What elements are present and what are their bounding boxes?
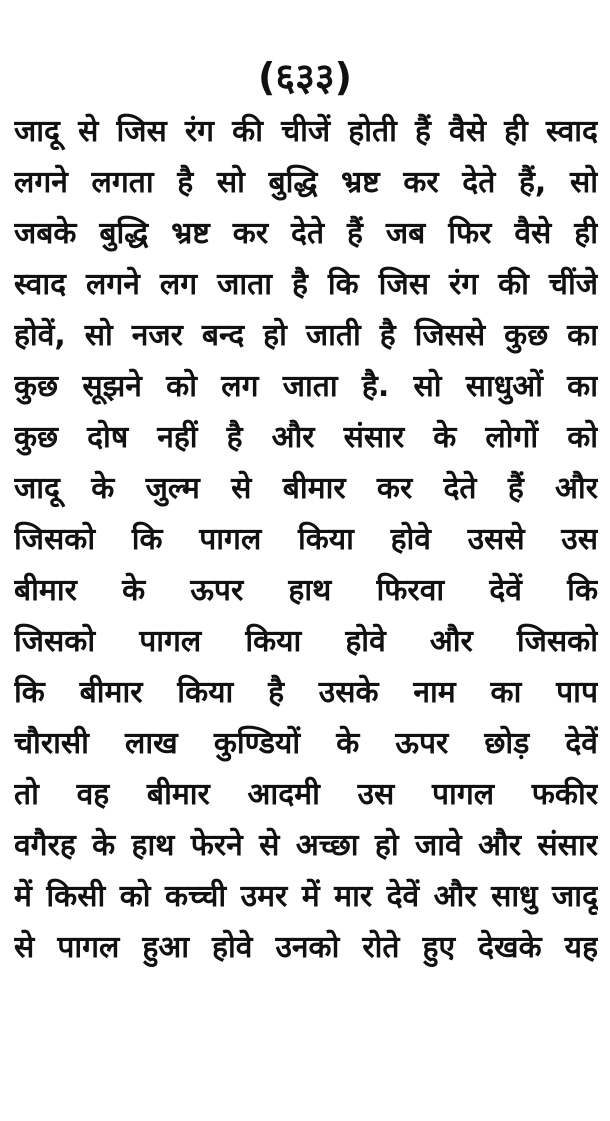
text-line: जादू के जुल्म से बीमार कर देते हैं और: [14, 471, 598, 506]
text-line: बीमार के ऊपर हाथ फिरवा देवें कि: [14, 573, 598, 608]
text-line: कि बीमार किया है उसके नाम का पाप: [14, 675, 598, 710]
text-line: वगैरह के हाथ फेरने से अच्छा हो जावे और संसार: [14, 828, 598, 863]
text-line: जिसको पागल किया होवे और जिसको: [14, 624, 598, 659]
text-line: में किसी को कच्ची उमर में मार देवें और साधु जादू: [14, 879, 598, 914]
text-line: कुछ दोष नहीं है और संसार के लोगों को: [14, 420, 598, 455]
text-line: जिसको कि पागल किया होवे उससे उस: [14, 522, 598, 557]
text-line: तो वह बीमार आदमी उस पागल फकीर: [14, 777, 598, 812]
text-line: से पागल हुआ होवे उनको रोते हुए देखके यह: [14, 930, 598, 965]
text-line: जादू से जिस रंग की चीजें होती हैं वैसे ही स्वाद: [14, 114, 598, 149]
text-line: स्वाद लगने लग जाता है कि जिस रंग की चींजे: [14, 267, 598, 302]
text-line: चौरासी लाख कुण्डियों के ऊपर छोड़ देवें: [14, 726, 598, 761]
text-line: जबके बुद्धि भ्रष्ट कर देते हैं जब फिर वैसे ही: [14, 216, 598, 251]
text-line: कुछ सूझने को लग जाता है. सो साधुओं का: [14, 369, 598, 404]
text-line: होवें, सो नजर बन्द हो जाती है जिससे कुछ का: [14, 318, 598, 353]
page-number: (६३३): [257, 55, 352, 99]
text-body: [14, 106, 598, 973]
text-line: लगने लगता है सो बुद्धि भ्रष्ट कर देते हैं, सो: [14, 165, 598, 200]
